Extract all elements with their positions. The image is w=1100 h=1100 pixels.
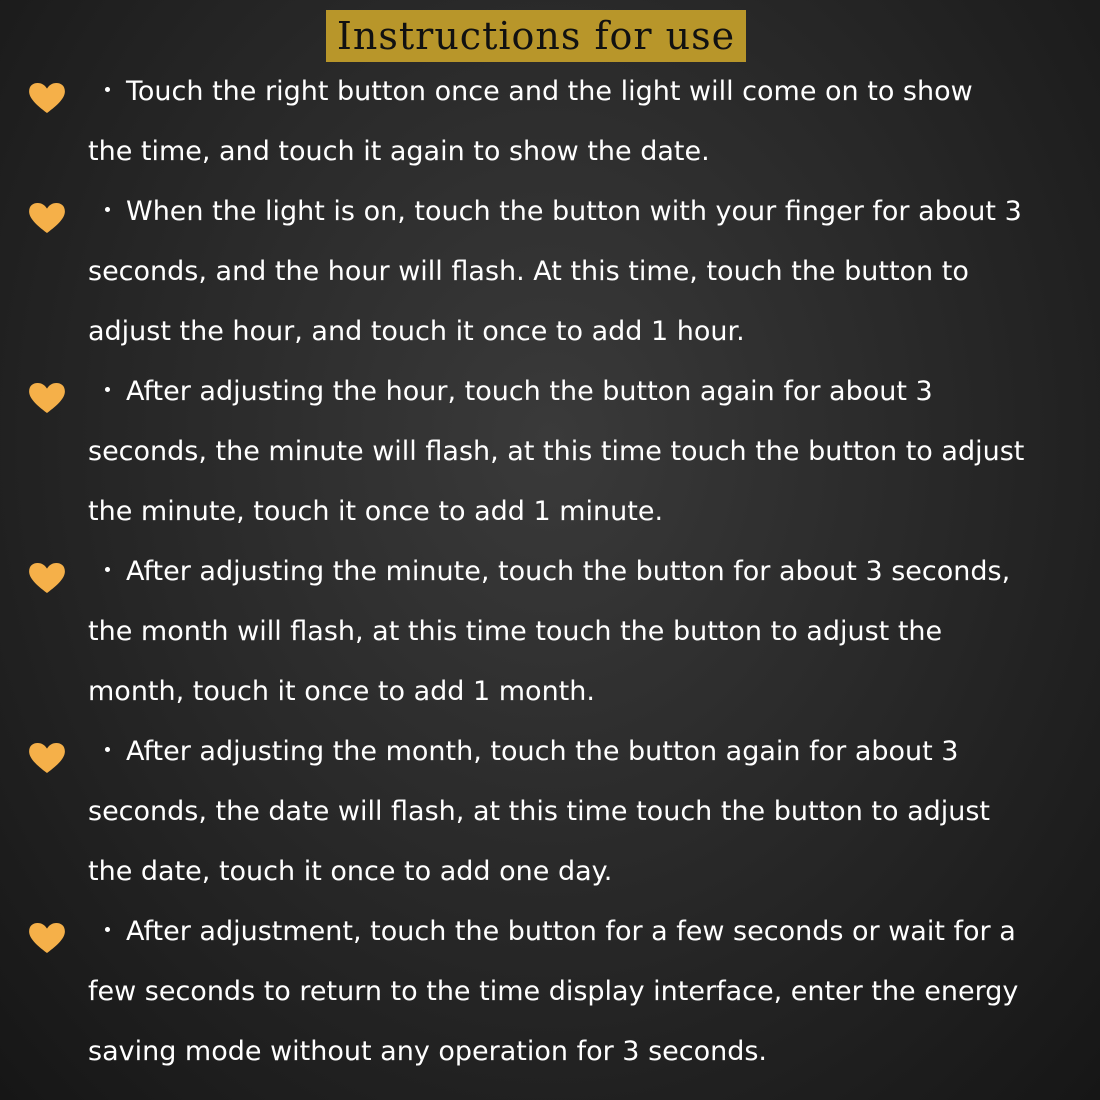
instruction-line bbox=[88, 482, 1066, 542]
line-text: When the light is on, touch the button with your finger for about 3 bbox=[126, 196, 1022, 227]
bullet-mark: ・ bbox=[94, 76, 121, 107]
bullet-mark: ・ bbox=[94, 196, 121, 227]
heart-icon bbox=[28, 922, 66, 954]
instruction-line bbox=[88, 902, 1066, 962]
line-text: the minute, touch it once to add 1 minute. bbox=[88, 496, 664, 527]
line-text: seconds, the minute will flash, at this time touch the button to adjust bbox=[88, 436, 1025, 467]
line-text: saving mode without any operation for 3 seconds. bbox=[88, 1036, 768, 1067]
instruction-line bbox=[88, 602, 1066, 662]
instruction-list bbox=[0, 62, 1100, 1082]
line-text: After adjusting the hour, touch the button again for about 3 bbox=[126, 376, 933, 407]
instruction-line bbox=[88, 842, 1066, 902]
instruction-item bbox=[0, 182, 1100, 362]
instruction-item bbox=[0, 542, 1100, 722]
heart-icon bbox=[28, 562, 66, 594]
line-text: After adjustment, touch the button for a few seconds or wait for a bbox=[126, 916, 1016, 947]
title-banner bbox=[326, 10, 746, 62]
heart-icon bbox=[28, 742, 66, 774]
bullet-mark: ・ bbox=[94, 916, 121, 947]
line-text: the month will flash, at this time touch the button to adjust the bbox=[88, 616, 943, 647]
instruction-item bbox=[0, 362, 1100, 542]
instruction-line bbox=[88, 542, 1066, 602]
heart-icon bbox=[28, 82, 66, 114]
instruction-line bbox=[88, 62, 1066, 122]
bullet-mark: ・ bbox=[94, 556, 121, 587]
instruction-line bbox=[88, 1022, 1066, 1082]
instruction-line bbox=[88, 782, 1066, 842]
bullet-mark: ・ bbox=[94, 736, 121, 767]
instruction-line bbox=[88, 122, 1066, 182]
instruction-item bbox=[0, 722, 1100, 902]
instruction-line bbox=[88, 962, 1066, 1022]
page-title: Instructions for use bbox=[336, 14, 736, 58]
line-text: After adjusting the minute, touch the button for about 3 seconds, bbox=[126, 556, 1011, 587]
instruction-line bbox=[88, 422, 1066, 482]
heart-icon bbox=[28, 382, 66, 414]
instruction-item bbox=[0, 902, 1100, 1082]
instruction-line bbox=[88, 182, 1066, 242]
instruction-line bbox=[88, 722, 1066, 782]
line-text: the date, touch it once to add one day. bbox=[88, 856, 613, 887]
line-text: After adjusting the month, touch the button again for about 3 bbox=[126, 736, 959, 767]
line-text: the time, and touch it again to show the date. bbox=[88, 136, 710, 167]
instruction-line bbox=[88, 242, 1066, 302]
line-text: adjust the hour, and touch it once to add 1 hour. bbox=[88, 316, 745, 347]
instruction-line bbox=[88, 662, 1066, 722]
line-text: Touch the right button once and the light will come on to show bbox=[126, 76, 973, 107]
line-text: few seconds to return to the time display interface, enter the energy bbox=[88, 976, 1019, 1007]
bullet-mark: ・ bbox=[94, 376, 121, 407]
heart-icon bbox=[28, 202, 66, 234]
instruction-line bbox=[88, 302, 1066, 362]
line-text: month, touch it once to add 1 month. bbox=[88, 676, 595, 707]
instruction-line bbox=[88, 362, 1066, 422]
instruction-item bbox=[0, 62, 1100, 182]
line-text: seconds, the date will flash, at this time touch the button to adjust bbox=[88, 796, 991, 827]
line-text: seconds, and the hour will flash. At this time, touch the button to bbox=[88, 256, 969, 287]
